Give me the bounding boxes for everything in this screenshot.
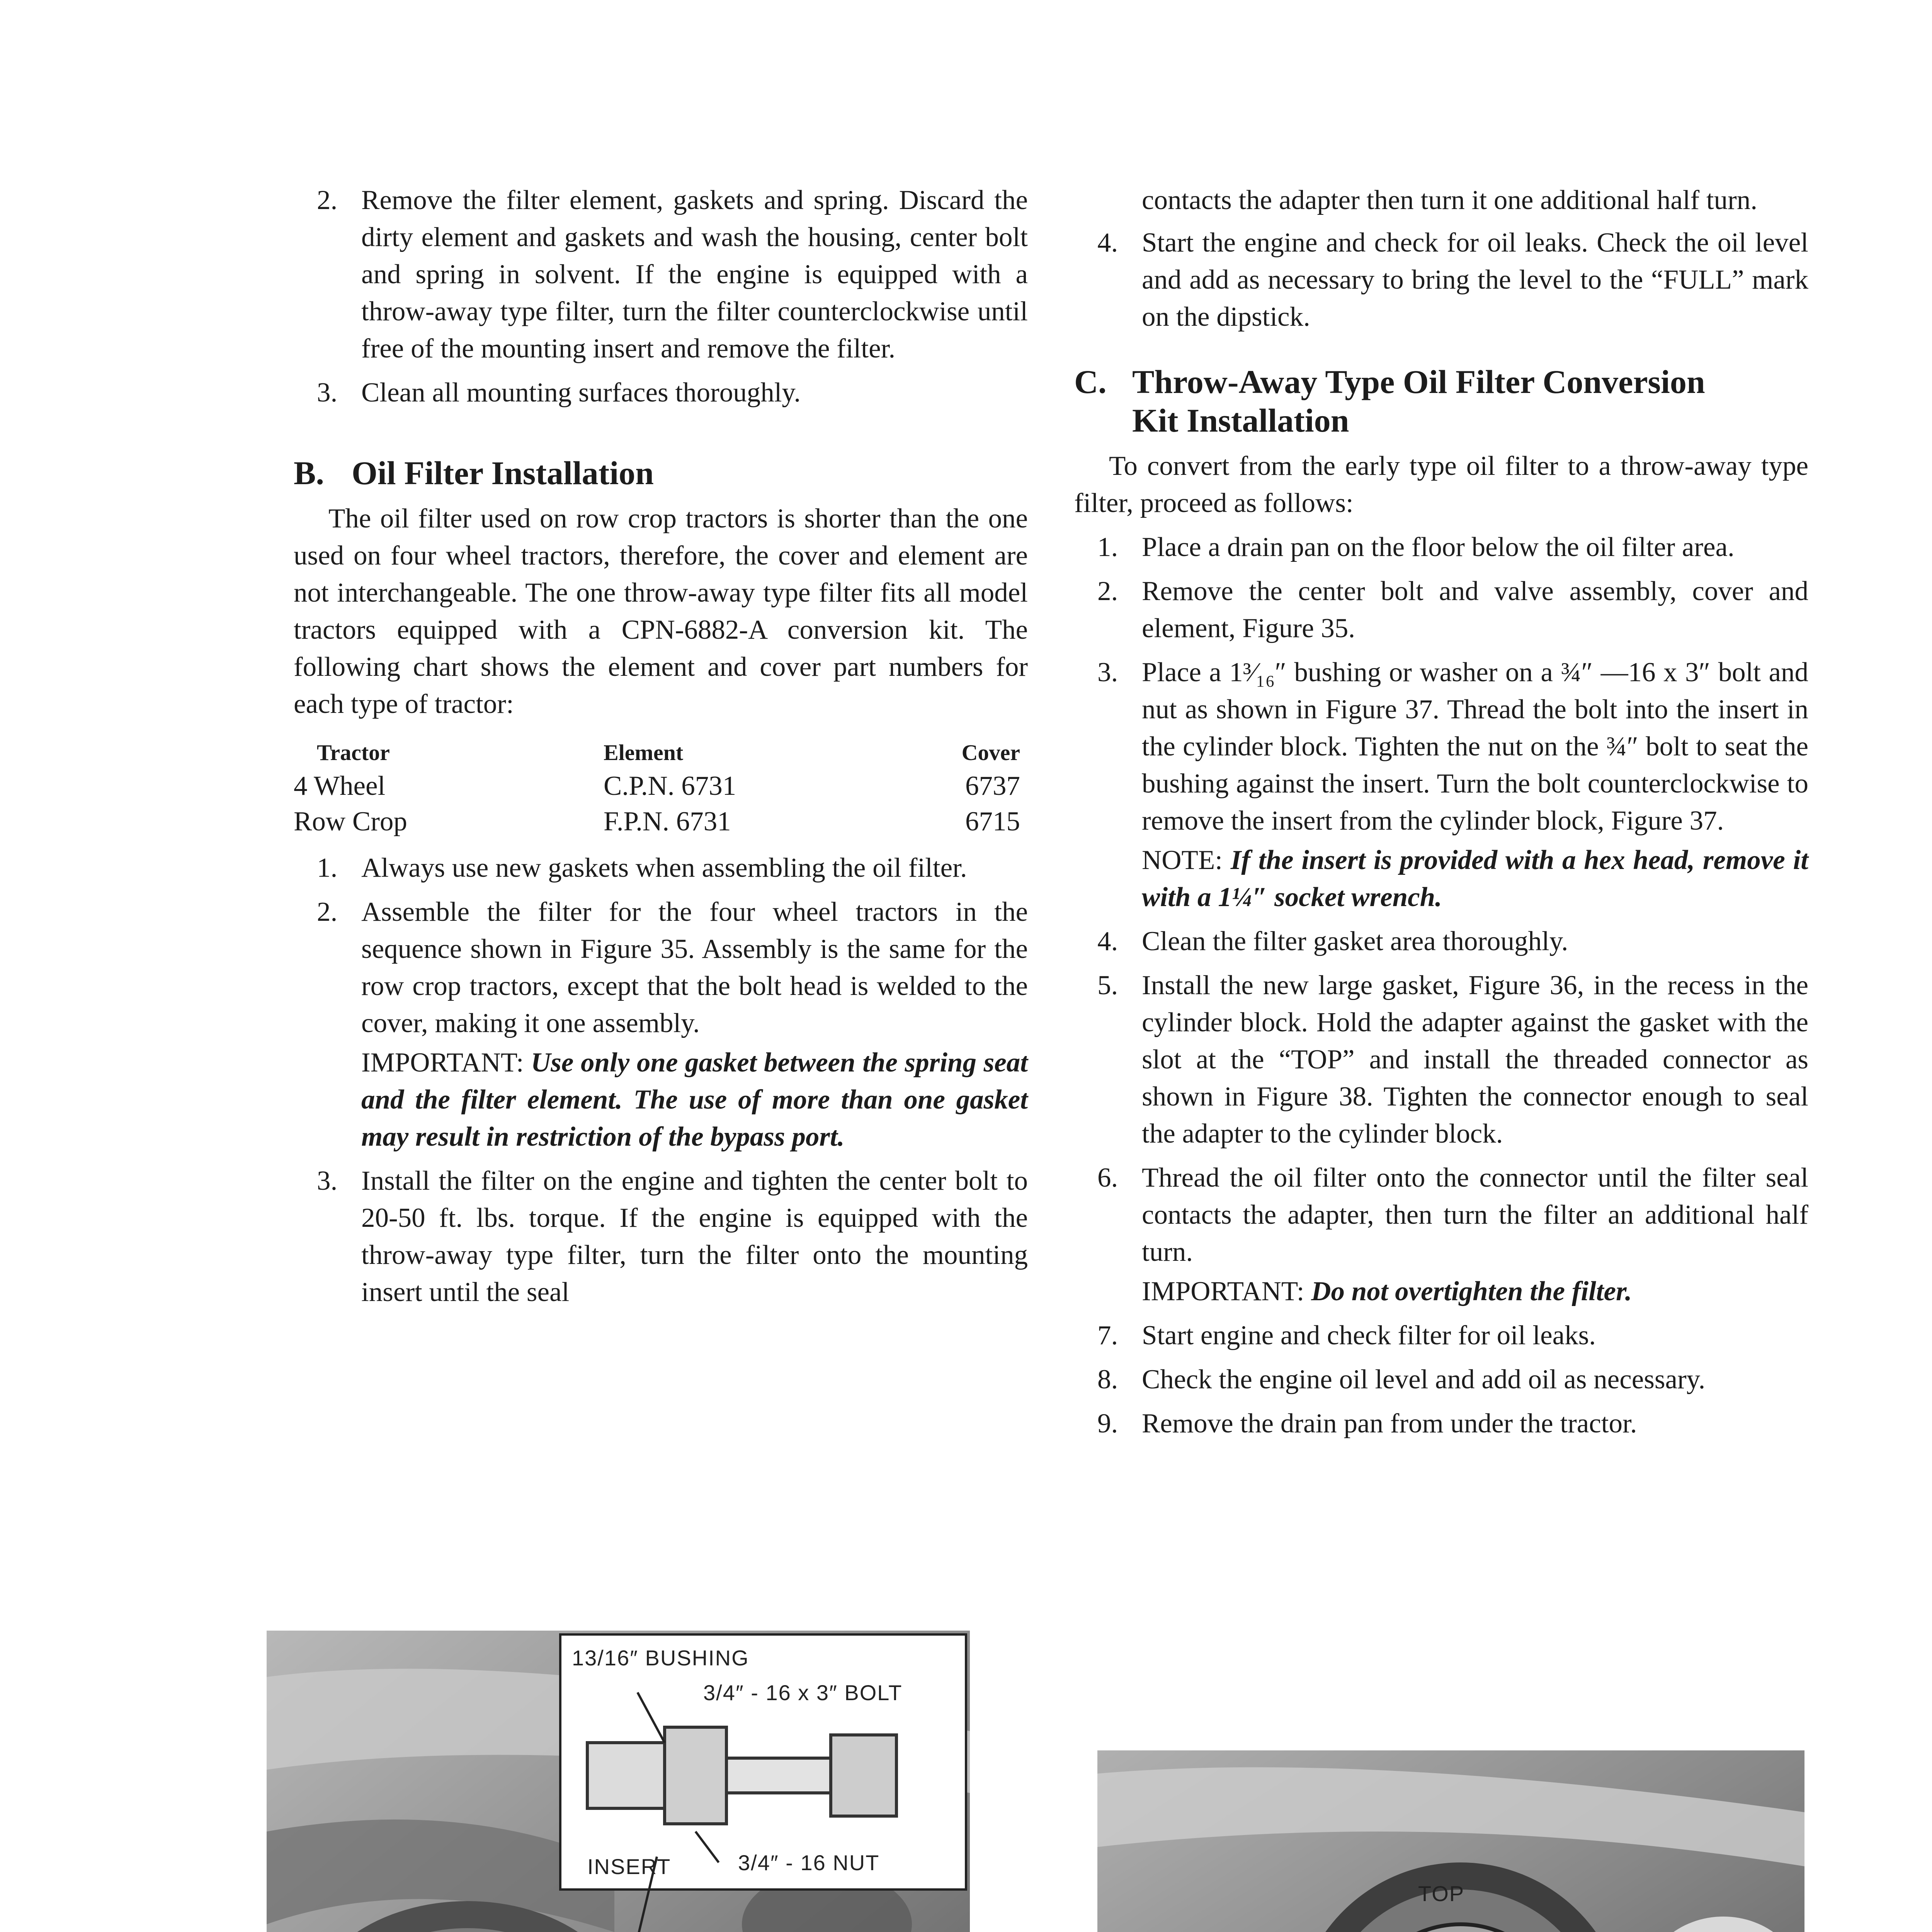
note-label: IMPORTANT: xyxy=(1142,1276,1304,1306)
table-header-row xyxy=(294,737,1028,768)
table-row xyxy=(294,804,1028,839)
item-number: 1. xyxy=(1097,532,1118,562)
note-text: Use only one gasket between the spring seat and the filter element. The use of more than one gasket may result in restriction of the bypass port. xyxy=(361,1048,1028,1152)
item-text: Clean the filter gasket area thoroughly. xyxy=(1142,926,1568,956)
table-cell: Row Crop xyxy=(294,806,407,837)
section-title: Oil Filter Installation xyxy=(352,454,654,492)
section-intro: The oil filter used on row crop tractors is shorter than the one used on four wheel tractors, therefore, the cover and element are not interchangeable. The one throw-away type filter fits all model tractors equipped with a CPN-6882-A conversion kit. The following chart shows the element and cover part numbers for each type of tractor: xyxy=(294,503,1028,719)
item-number: 2. xyxy=(1097,576,1118,606)
list-item xyxy=(294,182,1028,367)
label-insert: INSERT xyxy=(587,1854,671,1879)
item-text: contacts the adapter then turn it one additional half turn. xyxy=(1142,185,1758,215)
label-bolt: 3/4″ - 16 x 3″ BOLT xyxy=(703,1680,903,1705)
item-text: Start engine and check filter for oil leaks. xyxy=(1142,1320,1596,1350)
table-header: Cover xyxy=(961,740,1020,765)
item-text: Place a 1³⁄₁₆″ bushing or washer on a ¾″ —16 x 3″ bolt and nut as shown in Figure 37. Thread the bolt into the insert in the cylinder block. Tighten the nut on the ¾″ bolt to seat the bushing against the insert. Turn the bolt counterclockwise to remove the insert from the cylinder block, Figure 37. xyxy=(1142,657,1808,836)
list-item xyxy=(1074,529,1808,566)
section-title-line2: Kit Installation xyxy=(1132,402,1349,439)
list-item xyxy=(294,1162,1028,1311)
item-number: 3. xyxy=(317,378,338,408)
left-column xyxy=(294,182,1028,1318)
list-item xyxy=(1074,1159,1808,1310)
note-text: If the insert is provided with a hex head, remove it with a 1¼″ socket wrench. xyxy=(1142,845,1808,912)
item-number: 4. xyxy=(1097,228,1118,258)
item-number: 7. xyxy=(1097,1320,1118,1350)
item-number: 3. xyxy=(317,1166,338,1196)
item-text: Place a drain pan on the floor below the oil filter area. xyxy=(1142,532,1735,562)
table-header: Element xyxy=(604,740,684,765)
item-number: 1. xyxy=(317,853,338,883)
figure-37-photo xyxy=(267,1631,970,1932)
list-item xyxy=(1074,1317,1808,1354)
item-number: 8. xyxy=(1097,1364,1118,1395)
list-item xyxy=(1074,1361,1808,1398)
table-cell: F.P.N. 6731 xyxy=(604,806,731,837)
list-item xyxy=(1074,573,1808,647)
item-number: 4. xyxy=(1097,926,1118,956)
label-bushing: 13/16″ BUSHING xyxy=(572,1646,749,1670)
list-item xyxy=(1074,967,1808,1152)
table-cell: 6737 xyxy=(965,771,1020,801)
section-letter: C. xyxy=(1074,363,1107,400)
figure-38-photo xyxy=(1097,1750,1804,1932)
table-cell: 4 Wheel xyxy=(294,771,386,801)
label-top: TOP xyxy=(1418,1881,1465,1906)
continuation-text xyxy=(1074,182,1808,219)
list-item xyxy=(1074,1405,1808,1442)
figure-38 xyxy=(1097,1750,1804,1932)
section-letter: B. xyxy=(294,454,324,492)
item-text: Remove the filter element, gaskets and spring. Discard the dirty element and gaskets and wash the housing, center bolt and spring in solvent. If the engine is equipped with a throw-away type filter, turn the filter counterclockwise until free of the mounting insert and remove the filter. xyxy=(361,185,1028,364)
label-nut: 3/4″ - 16 NUT xyxy=(738,1850,880,1875)
important-note xyxy=(361,1044,1028,1155)
table-header: Tractor xyxy=(317,740,390,765)
item-text: Remove the center bolt and valve assembly, cover and element, Figure 35. xyxy=(1142,576,1808,643)
list-item xyxy=(294,849,1028,886)
table-row xyxy=(294,768,1028,804)
section-heading-b xyxy=(294,454,1028,492)
table-cell: 6715 xyxy=(965,806,1020,837)
item-number: 2. xyxy=(317,185,338,215)
item-text: Install the new large gasket, Figure 36, in the recess in the cylinder block. Hold the adapter against the gasket with the slot at the “TOP” and install the threaded connector as shown in Figure 38. Tighten the connector enough to seal the adapter to the cylinder block. xyxy=(1142,970,1808,1149)
item-number: 5. xyxy=(1097,970,1118,1000)
list-item xyxy=(294,374,1028,411)
item-number: 3. xyxy=(1097,657,1118,687)
item-text: Start the engine and check for oil leaks. Check the oil level and add as necessary to bring the level to the “FULL” mark on the dipstick. xyxy=(1142,228,1808,332)
important-note xyxy=(1142,1273,1808,1310)
note-label: IMPORTANT: xyxy=(361,1048,524,1078)
item-text: Always use new gaskets when assembling the oil filter. xyxy=(361,853,967,883)
item-text: Assemble the filter for the four wheel tractors in the sequence shown in Figure 35. Assembly is the same for the row crop tractors, except that the bolt head is welded to the cover, making it one assembly. xyxy=(361,897,1028,1038)
section-heading-c xyxy=(1074,362,1808,440)
note xyxy=(1142,842,1808,916)
parts-table xyxy=(294,737,1028,839)
section-intro: To convert from the early type oil filter to a throw-away type filter, proceed as follows: xyxy=(1074,451,1808,518)
item-text: Clean all mounting surfaces thoroughly. xyxy=(361,378,801,408)
note-label: NOTE: xyxy=(1142,845,1223,875)
item-text: Thread the oil filter onto the connector until the filter seal contacts the adapter, then turn the filter an additional half turn. xyxy=(1142,1163,1808,1267)
list-item xyxy=(1074,224,1808,335)
right-column xyxy=(1074,182,1808,1449)
section-title-line1: Throw-Away Type Oil Filter Conversion xyxy=(1132,363,1705,400)
item-text: Check the engine oil level and add oil as necessary. xyxy=(1142,1364,1706,1395)
item-number: 2. xyxy=(317,897,338,927)
item-text: Remove the drain pan from under the tractor. xyxy=(1142,1408,1637,1439)
list-item xyxy=(1074,923,1808,960)
list-item xyxy=(1074,654,1808,916)
list-item xyxy=(294,893,1028,1155)
figure-37 xyxy=(267,1631,970,1932)
item-text: Install the filter on the engine and tighten the center bolt to 20-50 ft. lbs. torque. If the engine is equipped with the throw-away type filter, turn the filter onto the mounting insert until the seal xyxy=(361,1166,1028,1307)
note-text: Do not overtighten the filter. xyxy=(1311,1276,1632,1306)
item-number: 6. xyxy=(1097,1163,1118,1193)
table-cell: C.P.N. 6731 xyxy=(604,771,736,801)
item-number: 9. xyxy=(1097,1408,1118,1439)
